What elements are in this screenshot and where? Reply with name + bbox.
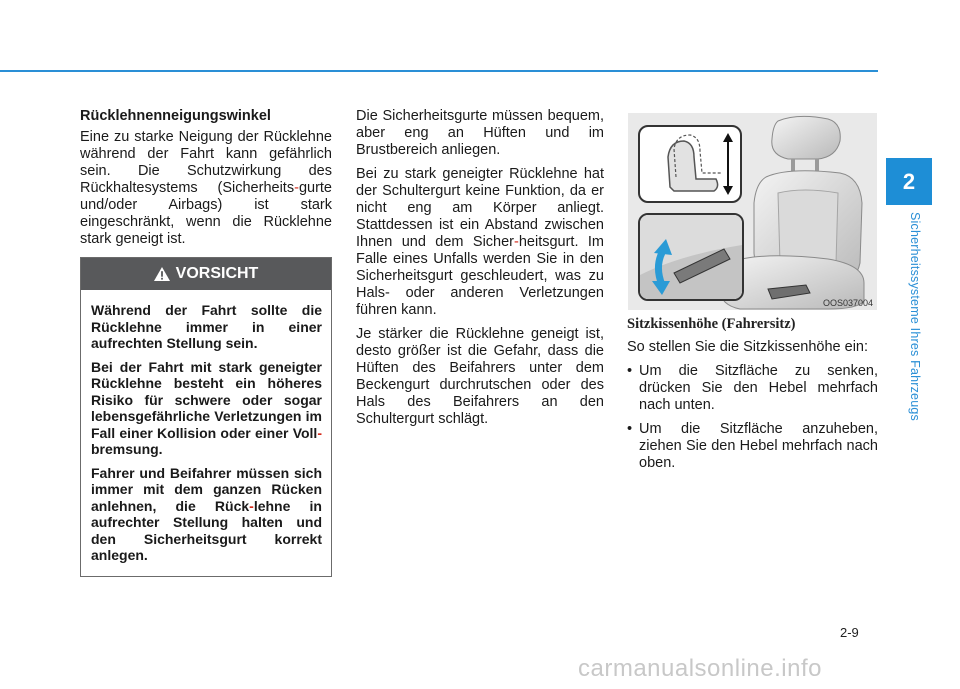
caution-body — [81, 290, 331, 564]
caution-paragraph: Bei der Fahrt mit stark geneigter Rücklehne besteht ein höheres Risiko für schwere oder sogar lebensgefährliche Verletzungen im Fall einer Kollision oder einer Voll-bremsung. — [91, 358, 322, 457]
inset-seat-diagram — [638, 125, 742, 203]
list-item-text: Um die Sitzfläche zu senken, drücken Sie den Hebel mehrfach nach unten. — [639, 363, 878, 413]
paragraph: Bei zu stark geneigter Rücklehne hat der Schultergurt keine Funktion, da er nicht eng am Körper anliegt. Stattdessen ist ein Abstand zwischen Ihnen und dem Sicher-heitsgurt. Im Falle eines Unfalls werden Sie in den Sicherheitsgurt geschleudert, was zu Hals- oder anderen Verletzungen führen kann. — [356, 166, 604, 318]
seat-height-figure — [628, 113, 877, 310]
list-item — [627, 363, 878, 414]
column-left — [80, 108, 332, 255]
chapter-number: 2 — [902, 168, 916, 194]
paragraph: Je stärker die Rücklehne geneigt ist, desto größer ist die Gefahr, dass die Hüften des Beifahrers unter dem Beckengurt durchrutschen oder des Hals des Beifahrers an den Schultergurt schlägt. — [356, 326, 604, 427]
page-number: 2-9 — [840, 625, 859, 640]
paragraph-recline-warning: Eine zu starke Neigung der Rücklehne während der Fahrt kann gefährlich sein. Die Schutzwirkung des Rückhaltesystems (Sicherheits-gurte und/oder Airbags) ist stark eingeschränkt, wenn die Rücklehne stark geneigt ist. — [80, 129, 332, 247]
figure-code: OOS037004 — [822, 298, 873, 308]
bullet-icon: • — [627, 363, 633, 379]
inset-lever-detail — [638, 213, 744, 301]
list-item-text: Um die Sitzfläche anzuheben, ziehen Sie den Hebel mehrfach nach oben. — [639, 421, 878, 471]
caution-box — [80, 257, 332, 577]
caution-header — [81, 258, 331, 290]
section-heading: Rücklehnenneigungswinkel — [80, 108, 271, 124]
column-right — [627, 316, 878, 479]
watermark: carmanualsonline.info — [578, 655, 822, 682]
caution-label: VORSICHT — [175, 265, 259, 282]
bullet-icon: • — [627, 421, 633, 437]
lever-arrow-icon — [640, 215, 742, 299]
list-item — [627, 421, 878, 472]
seat-height-diagram-icon — [640, 127, 740, 201]
column-middle — [356, 108, 604, 435]
paragraph: Die Sicherheitsgurte müssen bequem, aber eng an Hüften und im Brustbereich anliegen. — [356, 108, 604, 158]
header-rule — [0, 70, 878, 72]
caution-paragraph: Während der Fahrt sollte die Rücklehne immer in einer aufrechten Stellung sein. — [91, 302, 322, 351]
paragraph: So stellen Sie die Sitzkissenhöhe ein: — [627, 339, 869, 355]
subsection-heading: Sitzkissenhöhe (Fahrersitz) — [627, 316, 796, 332]
caution-paragraph: Fahrer und Beifahrer müssen sich immer mit dem ganzen Rücken anlehnen, die Rück-lehne in aufrechter Stellung halten und den Sicherheitsgurt korrekt anlegen. — [91, 464, 322, 563]
warning-triangle-icon — [154, 267, 170, 281]
chapter-number-tab — [886, 158, 932, 205]
chapter-title: Sicherheitssysteme Ihres Fahrzeugs — [908, 212, 922, 421]
